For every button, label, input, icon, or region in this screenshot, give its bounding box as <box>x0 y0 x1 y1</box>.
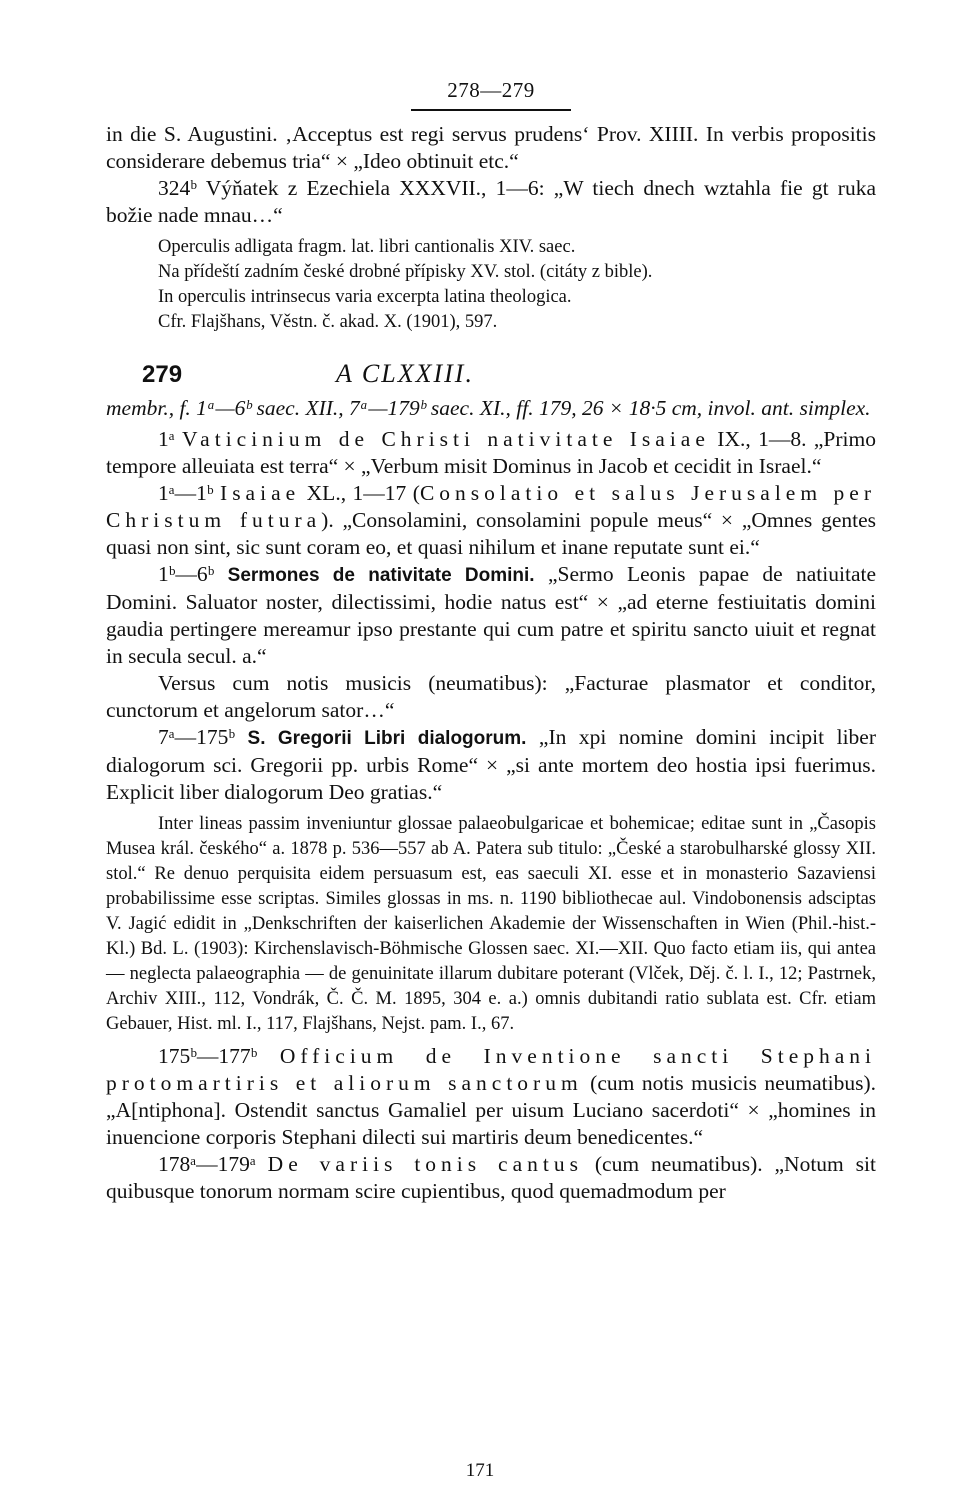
item-1 <box>106 426 876 480</box>
item-ref: 178ᵃ—179ᵃ <box>158 1152 256 1176</box>
item-title: Vaticinium de Christi nativitate Isaiae <box>182 427 710 451</box>
page <box>106 78 876 1205</box>
prev-entry-text: in die S. Augustini. ‚Acceptus est regi servus prudens‘ Prov. XIIII. In verbis propositis considerare debemus tria“ × „Ideo obtinuit etc.“ <box>106 122 876 173</box>
entry-number: 279 <box>142 361 183 388</box>
item-title: De variis tonis cantus <box>267 1152 583 1176</box>
item-title: Officium de Inventione sancti Stephani protomartiris et aliorum sanctorum <box>106 1044 876 1095</box>
item-6 <box>106 1043 876 1151</box>
prev-entry-excerpt: 324ᵇ Výňatek z Ezechiela XXXVII., 1—6: „W tiech dnech wztahla fie gt ruka božie nade mnau…“ <box>106 176 876 227</box>
item-text: XL., 1—17 ( <box>300 481 420 505</box>
item-4 <box>106 670 876 724</box>
page-number: 171 <box>465 1460 495 1481</box>
entry-description: membr., f. 1ᵃ—6ᵇ saec. XII., 7ᵃ—179ᵇ saec. XI., ff. 179, 26 × 18·5 cm, invol. ant. simplex. <box>106 396 871 420</box>
item-text: „In xpi nomine domini incipit liber dialogorum sci. Gregorii pp. urbis Rome“ × „si ante mortem deo hostia ipsi fuerimus. Explicit liber dialogorum Deo gratias.“ <box>106 725 877 804</box>
item-text: IX., 1—8. „Primo tempore alleuiata est terra“ × „Verbum misit Dominus in Jacob et cecidit in Israel.“ <box>106 427 876 478</box>
prev-entry-notes <box>106 235 876 335</box>
item-text-2: ). „Consolamini, consolamini popule meus“ × „Omnes gentes quasi non sint, sic sunt coram eo, et quasi nihilum et inane reputate sunt ei.“ <box>106 508 876 559</box>
item-title: Isaiae <box>220 481 301 505</box>
item-2 <box>106 480 876 561</box>
item-ref: 1ᵃ—1ᵇ <box>158 481 214 505</box>
item-3 <box>106 561 876 670</box>
entry-signature: A CLXXIII. <box>336 359 474 388</box>
item-text: (cum notis musicis neumatibus). „A[ntiphona]. Ostendit sanctus Gamaliel per uisum Luciano sacerdoti“ × „homines in inuencione corporis Stephani dilecti sui martiris deum benedicentes.“ <box>106 1071 877 1149</box>
header-rule <box>411 109 571 111</box>
item-text: Versus cum notis musicis (neumatibus): „Facturae plasmator et conditor, cunctorum et angelorum sator…“ <box>106 671 876 722</box>
prev-note-4: Cfr. Flajšhans, Věstn. č. akad. X. (1901), 597. <box>158 312 498 332</box>
prev-note-1: Operculis adligata fragm. lat. libri cantionalis XIV. saec. <box>158 237 576 257</box>
item-5 <box>106 724 876 806</box>
item-7 <box>106 1151 876 1205</box>
prev-note-2: Na přídeští zadním české drobné přípisky XV. stol. (citáty z bible). <box>158 262 653 282</box>
palaeographic-note: Inter lineas passim inveniuntur glossae palaeobulgaricae et bohemicae; editae sunt in „Časopis Musea král. českého“ a. 1878 p. 536—557 ab A. Patera sub titulo: „České a starobulharské glossy XII. stol.“ Re denuo perquisita eidem persuasum est, eas saeculi XI. esse et in monasterio Sazaviensi probabilissime esse scriptas. Similes glossas in ms. n. 1190 bibliothecae aul. Vindobonensis adsciptas V. Jagić edidit in „Denkschriften der kaiserlichen Akademie der Wissenschaften in Wien (Phil.-hist.-Kl.) Bd. L. (1903): Kirchenslavisch-Böhmische Glossen saec. XI.—XII. Quo facto etiam iis, qui antea — neglecta palaeographia — de genuinitate illarum dubitare poterant (Vlček, Děj. č. l. I., 12; Pastrnek, Archiv XIII., 112, Vondrák, Č. Č. M. 1895, 304 e. a.) omnis dubitandi ratio sublata est. Cfr. etiam Gebauer, Hist. ml. I., 117, Flajšhans, Nejst. pam. I., 67. <box>106 814 876 1034</box>
item-subtitle: Consolatio et salus Jerusalem per Christum futura <box>106 481 876 532</box>
running-head: 278—279 <box>447 78 535 102</box>
prev-note-3: In operculis intrinsecus varia excerpta latina theologica. <box>158 287 572 307</box>
item-ref: 175ᵇ—177ᵇ <box>158 1044 258 1068</box>
item-title: S. Gregorii Libri dialogorum. <box>247 728 527 749</box>
item-text: „Sermo Leonis papae de natiuitate Domini. Saluator noster, dilectissimi, hodie natus est“ × „ad eterne festiuitatis domini gaudia pertingere mereamur ipso prestante qui cum patre et spiritu sancto uiuit et regnat in secula secul. a.“ <box>106 562 876 668</box>
entry-heading <box>106 359 876 389</box>
item-ref: 1ᵇ—6ᵇ <box>158 562 215 586</box>
item-title: Sermones de nativitate Domini. <box>227 565 535 586</box>
item-ref: 7ᵃ—175ᵇ <box>158 725 236 749</box>
item-ref: 1ᵃ <box>158 427 175 451</box>
item-text: (cum neumatibus). „Notum sit quibusque tonorum normam scire cupientibus, quod quemadmodum per <box>106 1152 876 1203</box>
